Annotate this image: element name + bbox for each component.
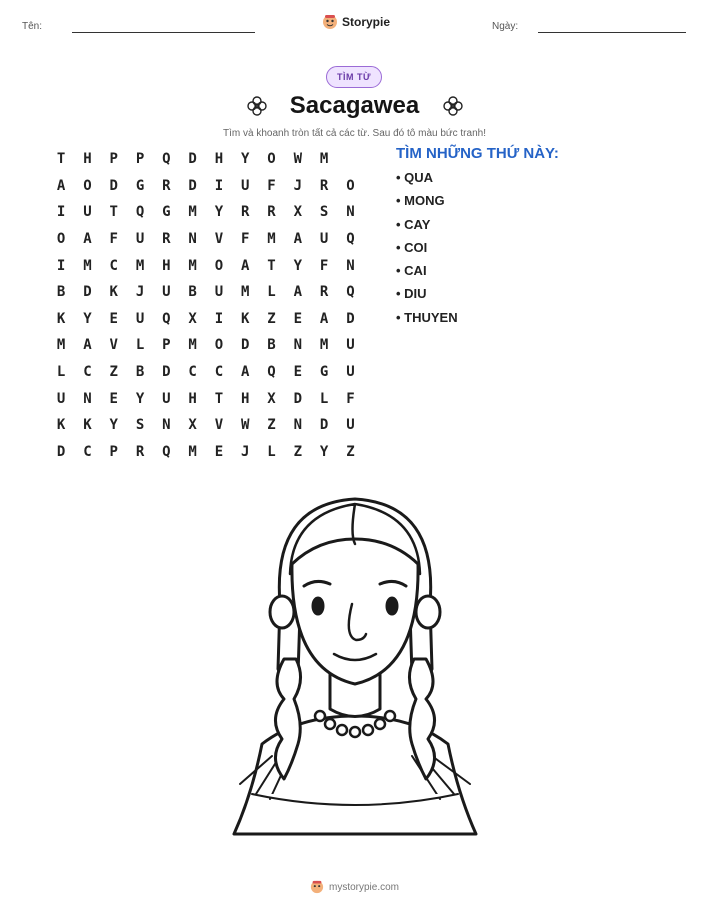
grid-letter[interactable]: W bbox=[241, 417, 250, 434]
grid-letter[interactable]: V bbox=[214, 231, 224, 248]
grid-letter[interactable]: S bbox=[135, 417, 145, 434]
grid-letter[interactable]: A bbox=[56, 177, 66, 194]
grid-letter[interactable]: I bbox=[56, 257, 66, 274]
grid-letter[interactable]: G bbox=[162, 204, 171, 221]
word-list-item: • CAY bbox=[396, 216, 431, 232]
grid-letter[interactable]: B bbox=[56, 284, 66, 301]
grid-letter[interactable]: I bbox=[56, 204, 66, 221]
grid-letter[interactable]: D bbox=[319, 417, 329, 434]
grid-letter[interactable]: H bbox=[241, 390, 250, 407]
grid-letter[interactable]: M bbox=[241, 284, 250, 301]
grid-letter[interactable]: C bbox=[188, 364, 197, 381]
grid-row bbox=[48, 306, 364, 333]
grid-letter[interactable]: Q bbox=[162, 443, 171, 460]
grid-letter[interactable]: R bbox=[241, 204, 250, 221]
grid-letter[interactable]: R bbox=[319, 177, 329, 194]
grid-letter[interactable]: K bbox=[83, 417, 92, 434]
grid-letter[interactable]: U bbox=[319, 231, 329, 248]
grid-letter[interactable]: D bbox=[109, 177, 118, 194]
grid-row bbox=[48, 252, 364, 279]
date-line bbox=[538, 32, 686, 33]
grid-letter[interactable]: S bbox=[319, 204, 329, 221]
grid-letter[interactable]: M bbox=[188, 337, 197, 354]
grid-letter[interactable]: Q bbox=[135, 204, 145, 221]
footer bbox=[0, 880, 709, 894]
grid-letter[interactable]: V bbox=[214, 417, 224, 434]
grid-letter[interactable]: X bbox=[188, 310, 197, 327]
grid-letter[interactable]: N bbox=[293, 337, 303, 354]
grid-row bbox=[48, 412, 364, 439]
grid-letter[interactable]: N bbox=[346, 257, 355, 274]
grid-letter[interactable]: R bbox=[267, 204, 276, 221]
word-list bbox=[396, 170, 458, 333]
grid-letter[interactable]: M bbox=[188, 257, 197, 274]
grid-letter[interactable]: R bbox=[162, 231, 171, 248]
grid-letter[interactable]: F bbox=[319, 257, 329, 274]
grid-row bbox=[48, 385, 364, 412]
grid-letter[interactable]: T bbox=[267, 257, 276, 274]
grid-letter[interactable]: A bbox=[83, 231, 92, 248]
grid-letter[interactable]: G bbox=[135, 177, 145, 194]
grid-letter[interactable]: J bbox=[293, 177, 303, 194]
grid-letter[interactable]: D bbox=[293, 390, 303, 407]
grid-letter[interactable]: Z bbox=[346, 443, 355, 460]
grid-letter[interactable]: M bbox=[319, 337, 329, 354]
name-label: Tên: bbox=[22, 21, 43, 32]
grid-letter[interactable]: P bbox=[109, 151, 118, 168]
grid-letter[interactable]: Y bbox=[293, 257, 303, 274]
grid-letter[interactable]: K bbox=[56, 310, 66, 327]
grid-letter[interactable]: M bbox=[135, 257, 145, 274]
grid-letter[interactable]: T bbox=[56, 151, 66, 168]
grid-letter[interactable]: Y bbox=[135, 390, 145, 407]
grid-row bbox=[48, 226, 364, 253]
grid-letter[interactable]: D bbox=[346, 310, 355, 327]
grid-letter[interactable]: O bbox=[214, 337, 224, 354]
grid-letter[interactable]: U bbox=[241, 177, 250, 194]
storypie-logo-icon bbox=[310, 880, 324, 894]
grid-row bbox=[48, 332, 364, 359]
grid-letter[interactable]: K bbox=[241, 310, 250, 327]
grid-letter[interactable]: Z bbox=[267, 310, 276, 327]
grid-letter[interactable]: U bbox=[162, 284, 171, 301]
grid-letter[interactable]: C bbox=[214, 364, 224, 381]
word-list-item: • DIU bbox=[396, 286, 427, 302]
grid-letter[interactable]: O bbox=[267, 151, 276, 168]
grid-letter[interactable]: M bbox=[319, 151, 329, 168]
date-label: Ngày: bbox=[492, 21, 519, 32]
grid-letter[interactable]: O bbox=[83, 177, 92, 194]
grid-letter[interactable]: L bbox=[267, 284, 276, 301]
grid-row bbox=[48, 173, 364, 200]
grid-letter[interactable]: J bbox=[135, 284, 145, 301]
grid-letter[interactable]: Q bbox=[267, 364, 276, 381]
grid-letter[interactable]: G bbox=[319, 364, 329, 381]
grid-letter[interactable]: U bbox=[346, 337, 355, 354]
grid-row bbox=[48, 199, 364, 226]
grid-letter[interactable]: Q bbox=[162, 151, 171, 168]
grid-letter[interactable]: D bbox=[83, 284, 92, 301]
grid-letter[interactable]: M bbox=[267, 231, 276, 248]
grid-letter[interactable]: C bbox=[83, 443, 92, 460]
grid-letter[interactable]: H bbox=[162, 257, 171, 274]
grid-letter[interactable]: E bbox=[109, 310, 118, 327]
grid-letter[interactable]: W bbox=[293, 151, 303, 168]
grid-letter[interactable]: D bbox=[241, 337, 250, 354]
grid-letter[interactable]: V bbox=[109, 337, 118, 354]
grid-letter[interactable]: R bbox=[319, 284, 329, 301]
grid-letter[interactable]: F bbox=[109, 231, 118, 248]
grid-row bbox=[48, 279, 364, 306]
grid-letter[interactable]: D bbox=[162, 364, 171, 381]
grid-row bbox=[48, 439, 364, 466]
grid-letter[interactable]: A bbox=[293, 284, 303, 301]
grid-letter[interactable]: A bbox=[83, 337, 92, 354]
grid-letter[interactable]: I bbox=[214, 177, 224, 194]
word-search-grid bbox=[48, 146, 364, 465]
name-line bbox=[72, 32, 255, 33]
grid-letter[interactable]: B bbox=[188, 284, 197, 301]
grid-letter[interactable]: D bbox=[188, 177, 197, 194]
grid-letter[interactable]: N bbox=[188, 231, 197, 248]
grid-letter[interactable]: O bbox=[346, 177, 355, 194]
grid-letter[interactable]: U bbox=[346, 417, 355, 434]
grid-letter[interactable]: K bbox=[109, 284, 118, 301]
grid-letter[interactable]: Q bbox=[346, 284, 355, 301]
grid-letter[interactable]: A bbox=[241, 257, 250, 274]
grid-letter[interactable]: U bbox=[162, 390, 171, 407]
grid-letter[interactable]: H bbox=[214, 151, 224, 168]
activity-badge: TÌM TỪ bbox=[326, 66, 382, 88]
grid-letter[interactable]: M bbox=[56, 337, 66, 354]
footer-url[interactable]: mystorypie.com bbox=[328, 881, 399, 893]
grid-letter[interactable]: R bbox=[162, 177, 171, 194]
grid-letter[interactable]: E bbox=[109, 390, 118, 407]
grid-letter[interactable]: T bbox=[109, 204, 118, 221]
grid-letter[interactable]: N bbox=[293, 417, 303, 434]
grid-letter[interactable]: X bbox=[293, 204, 303, 221]
grid-letter[interactable]: Y bbox=[241, 151, 250, 168]
grid-letter[interactable]: F bbox=[241, 231, 250, 248]
grid-letter[interactable]: J bbox=[241, 443, 250, 460]
grid-letter[interactable]: Z bbox=[267, 417, 276, 434]
grid-letter[interactable]: Q bbox=[346, 231, 355, 248]
grid-letter[interactable]: E bbox=[293, 310, 303, 327]
grid-letter[interactable]: I bbox=[214, 310, 224, 327]
grid-letter[interactable]: Y bbox=[319, 443, 329, 460]
grid-letter[interactable]: E bbox=[214, 443, 224, 460]
grid-letter[interactable]: Z bbox=[109, 364, 118, 381]
grid-letter[interactable]: Y bbox=[109, 417, 118, 434]
sacagawea-coloring-illustration bbox=[232, 494, 478, 850]
grid-letter[interactable]: Y bbox=[83, 310, 92, 327]
grid-letter[interactable]: R bbox=[135, 443, 145, 460]
grid-letter[interactable]: H bbox=[83, 151, 92, 168]
flower-right-icon bbox=[440, 93, 466, 119]
word-list-item: • THUYEN bbox=[396, 309, 458, 325]
grid-letter[interactable]: C bbox=[83, 364, 92, 381]
grid-letter[interactable]: N bbox=[162, 417, 171, 434]
instructions: Tìm và khoanh tròn tất cả các từ. Sau đó tô màu bức tranh! bbox=[223, 128, 486, 139]
grid-row bbox=[48, 146, 364, 173]
grid-letter[interactable]: Z bbox=[293, 443, 303, 460]
word-list-item: • MONG bbox=[396, 193, 445, 209]
grid-letter[interactable]: D bbox=[188, 151, 197, 168]
grid-letter[interactable]: Q bbox=[162, 310, 171, 327]
grid-letter[interactable]: L bbox=[56, 364, 66, 381]
grid-letter[interactable]: N bbox=[83, 390, 92, 407]
word-list-item: • COI bbox=[396, 239, 428, 255]
grid-letter[interactable]: K bbox=[56, 417, 66, 434]
grid-letter[interactable]: C bbox=[109, 257, 118, 274]
grid-letter[interactable]: F bbox=[267, 177, 276, 194]
grid-letter[interactable]: M bbox=[83, 257, 92, 274]
grid-letter[interactable]: A bbox=[293, 231, 303, 248]
grid-row bbox=[48, 359, 364, 386]
grid-letter[interactable]: F bbox=[346, 390, 355, 407]
grid-letter[interactable]: O bbox=[56, 231, 66, 248]
grid-letter[interactable]: M bbox=[188, 204, 197, 221]
grid-letter[interactable]: L bbox=[267, 443, 276, 460]
grid-letter[interactable]: E bbox=[293, 364, 303, 381]
grid-letter[interactable]: O bbox=[214, 257, 224, 274]
storypie-logo-icon bbox=[322, 14, 338, 30]
grid-letter[interactable]: B bbox=[135, 364, 145, 381]
brand-logo bbox=[322, 14, 390, 30]
grid-letter[interactable]: X bbox=[267, 390, 276, 407]
grid-letter[interactable]: Y bbox=[214, 204, 224, 221]
page-title: Sacagawea bbox=[289, 92, 420, 119]
grid-letter[interactable]: X bbox=[188, 417, 197, 434]
grid-letter[interactable]: P bbox=[135, 151, 145, 168]
grid-letter[interactable]: U bbox=[346, 364, 355, 381]
grid-letter[interactable]: U bbox=[56, 390, 66, 407]
grid-letter[interactable]: D bbox=[56, 443, 66, 460]
grid-letter[interactable]: P bbox=[162, 337, 171, 354]
word-list-item: • CAI bbox=[396, 263, 427, 279]
grid-letter[interactable]: B bbox=[267, 337, 276, 354]
grid-letter[interactable]: H bbox=[188, 390, 197, 407]
brand-name: Storypie bbox=[342, 15, 391, 29]
grid-letter[interactable]: M bbox=[188, 443, 197, 460]
word-list-item: • QUA bbox=[396, 170, 434, 185]
grid-letter[interactable]: N bbox=[346, 204, 355, 221]
grid-letter[interactable]: L bbox=[319, 390, 329, 407]
grid-letter[interactable]: T bbox=[214, 390, 224, 407]
grid-letter[interactable]: A bbox=[319, 310, 329, 327]
grid-letter[interactable]: U bbox=[214, 284, 224, 301]
grid-letter[interactable]: A bbox=[241, 364, 250, 381]
find-list-title: TÌM NHỮNG THỨ NÀY: bbox=[396, 145, 559, 162]
grid-letter[interactable]: L bbox=[135, 337, 145, 354]
grid-letter[interactable]: P bbox=[109, 443, 118, 460]
grid-letter[interactable]: U bbox=[83, 204, 92, 221]
grid-letter[interactable]: U bbox=[135, 231, 145, 248]
grid-letter[interactable]: U bbox=[135, 310, 145, 327]
